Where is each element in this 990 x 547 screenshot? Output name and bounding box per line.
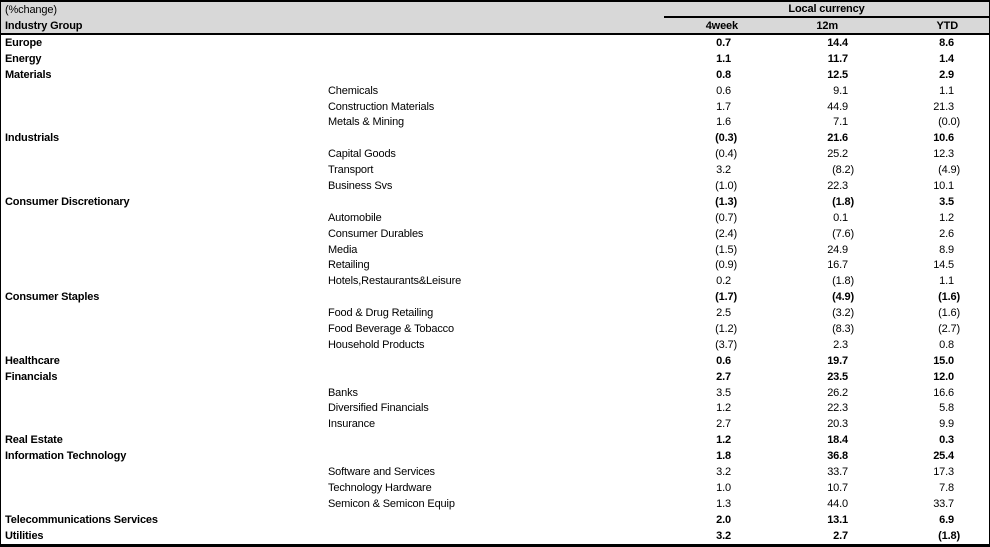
sub-industry-label: Semicon & Semicon Equip: [328, 497, 455, 510]
sub-industry-label: Food Beverage & Tobacco: [328, 322, 454, 335]
value-cell: 36.8: [827, 450, 848, 463]
value-cell: (1.8): [832, 195, 854, 208]
value-cell: (0.3): [715, 132, 737, 145]
value-cell: 5.8: [939, 402, 954, 415]
value-cell: 1.4: [939, 52, 954, 65]
sub-industry-label: Consumer Durables: [328, 227, 424, 240]
table-row: [1, 242, 989, 258]
industry-group-label: Utilities: [5, 529, 44, 542]
table-row: [1, 321, 989, 337]
industry-group-label: Healthcare: [5, 354, 60, 367]
value-cell: 26.2: [827, 386, 848, 399]
sub-industry-label: Technology Hardware: [328, 481, 432, 494]
value-cell: 21.6: [827, 132, 848, 145]
value-cell: 16.7: [827, 259, 848, 272]
value-cell: 2.5: [716, 307, 731, 320]
value-cell: 18.4: [827, 434, 848, 447]
table-row: [1, 353, 989, 369]
table-row: [1, 512, 989, 528]
industry-group-label: Information Technology: [5, 450, 127, 463]
industry-group-label: Consumer Discretionary: [5, 195, 130, 208]
value-cell: 2.7: [833, 529, 848, 542]
value-cell: 44.0: [827, 497, 848, 510]
value-cell: 0.8: [716, 68, 731, 81]
value-cell: 1.2: [716, 434, 731, 447]
table-row: [1, 194, 989, 210]
value-cell: (0.7): [715, 211, 737, 224]
industry-group-label: Industrials: [5, 132, 59, 145]
sub-industry-label: Diversified Financials: [328, 402, 429, 415]
value-cell: 22.3: [827, 402, 848, 415]
value-cell: 1.7: [716, 100, 731, 113]
value-cell: 21.3: [933, 100, 954, 113]
table-row: [1, 67, 989, 83]
table-row: [1, 448, 989, 464]
value-cell: (1.8): [832, 275, 854, 288]
value-cell: 33.7: [933, 497, 954, 510]
sub-industry-label: Capital Goods: [328, 148, 396, 161]
value-cell: (0.0): [938, 116, 960, 129]
table-row: [1, 257, 989, 273]
value-cell: 10.6: [933, 132, 954, 145]
local-currency-group-header: Local currency: [664, 2, 989, 18]
sub-industry-label: Food & Drug Retailing: [328, 307, 434, 320]
table-row: [1, 114, 989, 130]
value-cell: 9.1: [833, 84, 848, 97]
column-header-ytd: YTD: [936, 19, 958, 32]
sub-industry-label: Metals & Mining: [328, 116, 405, 129]
table-row: [1, 83, 989, 99]
table-row: [1, 35, 989, 51]
value-cell: (1.5): [715, 243, 737, 256]
value-cell: 14.4: [827, 36, 848, 49]
industry-group-label: Real Estate: [5, 434, 63, 447]
table-row: [1, 226, 989, 242]
value-cell: 33.7: [827, 465, 848, 478]
industry-group-header: Industry Group: [5, 19, 83, 32]
value-cell: 1.1: [939, 84, 954, 97]
table-row: [1, 369, 989, 385]
value-cell: 1.2: [939, 211, 954, 224]
value-cell: 1.8: [716, 450, 731, 463]
sub-industry-label: Chemicals: [328, 84, 378, 97]
value-cell: 11.7: [827, 52, 848, 65]
value-cell: 0.3: [939, 434, 954, 447]
table-row: [1, 305, 989, 321]
value-cell: 12.5: [827, 68, 848, 81]
table-row: [1, 480, 989, 496]
sub-industry-label: Business Svs: [328, 179, 393, 192]
value-cell: 10.1: [933, 179, 954, 192]
value-cell: (3.7): [715, 338, 737, 351]
value-cell: 1.1: [939, 275, 954, 288]
value-cell: 3.2: [716, 529, 731, 542]
value-cell: 3.5: [716, 386, 731, 399]
value-cell: 8.6: [939, 36, 954, 49]
value-cell: 16.6: [933, 386, 954, 399]
value-cell: 2.9: [939, 68, 954, 81]
sub-industry-label: Hotels,Restaurants&Leisure: [328, 275, 462, 288]
value-cell: 25.2: [827, 148, 848, 161]
table-body: [1, 35, 989, 544]
sub-industry-label: Transport: [328, 164, 374, 177]
value-cell: 2.3: [833, 338, 848, 351]
value-cell: (1.6): [938, 291, 960, 304]
value-cell: 7.8: [939, 481, 954, 494]
value-cell: (0.9): [715, 259, 737, 272]
value-cell: (1.8): [938, 529, 960, 542]
sub-industry-label: Automobile: [328, 211, 382, 224]
value-cell: 1.6: [716, 116, 731, 129]
sub-industry-label: Household Products: [328, 338, 425, 351]
value-cell: (1.7): [715, 291, 737, 304]
industry-group-label: Financials: [5, 370, 58, 383]
column-header-12m: 12m: [816, 19, 838, 32]
table-row: [1, 432, 989, 448]
value-cell: 10.7: [827, 481, 848, 494]
value-cell: 2.7: [716, 370, 731, 383]
sub-industry-label: Retailing: [328, 259, 370, 272]
value-cell: (1.2): [715, 322, 737, 335]
value-cell: 25.4: [933, 450, 954, 463]
percent-change-note: (%change): [5, 4, 57, 16]
table-row: [1, 400, 989, 416]
column-header-4week: 4week: [705, 19, 738, 32]
value-cell: 8.9: [939, 243, 954, 256]
value-cell: 6.9: [939, 513, 954, 526]
value-cell: 20.3: [827, 418, 848, 431]
value-cell: (4.9): [832, 291, 854, 304]
value-cell: 14.5: [933, 259, 954, 272]
value-cell: 1.0: [716, 481, 731, 494]
sub-industry-label: Software and Services: [328, 465, 435, 478]
value-cell: 3.2: [716, 164, 731, 177]
value-cell: (8.3): [832, 322, 854, 335]
table-row: [1, 178, 989, 194]
value-cell: 7.1: [833, 116, 848, 129]
value-cell: 0.7: [716, 36, 731, 49]
value-cell: 12.0: [933, 370, 954, 383]
value-cell: 3.2: [716, 465, 731, 478]
table-row: [1, 130, 989, 146]
industry-group-label: Europe: [5, 36, 42, 49]
value-cell: 0.2: [716, 275, 731, 288]
value-cell: 23.5: [827, 370, 848, 383]
value-cell: (3.2): [832, 307, 854, 320]
value-cell: 2.7: [716, 418, 731, 431]
value-cell: 0.8: [939, 338, 954, 351]
table-row: [1, 51, 989, 67]
table-row: [1, 162, 989, 178]
industry-group-label: Energy: [5, 52, 42, 65]
industry-group-label: Materials: [5, 68, 52, 81]
value-cell: 44.9: [827, 100, 848, 113]
value-cell: 13.1: [827, 513, 848, 526]
sub-industry-label: Banks: [328, 386, 358, 399]
value-cell: 1.3: [716, 497, 731, 510]
value-cell: 0.1: [833, 211, 848, 224]
table-row: [1, 289, 989, 305]
value-cell: 1.1: [716, 52, 731, 65]
value-cell: (4.9): [938, 164, 960, 177]
sub-industry-label: Construction Materials: [328, 100, 435, 113]
value-cell: 17.3: [933, 465, 954, 478]
table-row: [1, 273, 989, 289]
value-cell: 22.3: [827, 179, 848, 192]
value-cell: (8.2): [832, 164, 854, 177]
value-cell: 15.0: [933, 354, 954, 367]
value-cell: (1.6): [938, 307, 960, 320]
value-cell: (1.3): [715, 195, 737, 208]
industry-group-label: Consumer Staples: [5, 291, 100, 304]
value-cell: 0.6: [716, 354, 731, 367]
table-row: [1, 416, 989, 432]
value-cell: 9.9: [939, 418, 954, 431]
value-cell: (7.6): [832, 227, 854, 240]
value-cell: 3.5: [939, 195, 954, 208]
value-cell: (2.4): [715, 227, 737, 240]
sub-industry-label: Media: [328, 243, 358, 256]
value-cell: (0.4): [715, 148, 737, 161]
table-row: [1, 464, 989, 480]
value-cell: 12.3: [933, 148, 954, 161]
header-row-columns: [1, 18, 989, 33]
value-cell: (1.0): [715, 179, 737, 192]
value-cell: 24.9: [827, 243, 848, 256]
value-cell: (2.7): [938, 322, 960, 335]
table-row: [1, 337, 989, 353]
value-cell: 0.6: [716, 84, 731, 97]
table-row: [1, 210, 989, 226]
value-cell: 2.6: [939, 227, 954, 240]
header-row-top: [1, 2, 989, 18]
table-row: [1, 496, 989, 512]
industry-group-label: Telecommunications Services: [5, 513, 158, 526]
table-row: [1, 99, 989, 115]
value-cell: 1.2: [716, 402, 731, 415]
table-header: [1, 2, 989, 35]
value-cell: 2.0: [716, 513, 731, 526]
table-row: [1, 146, 989, 162]
sub-industry-label: Insurance: [328, 418, 375, 431]
value-cell: 19.7: [827, 354, 848, 367]
table-row: [1, 528, 989, 544]
table-row: [1, 385, 989, 401]
